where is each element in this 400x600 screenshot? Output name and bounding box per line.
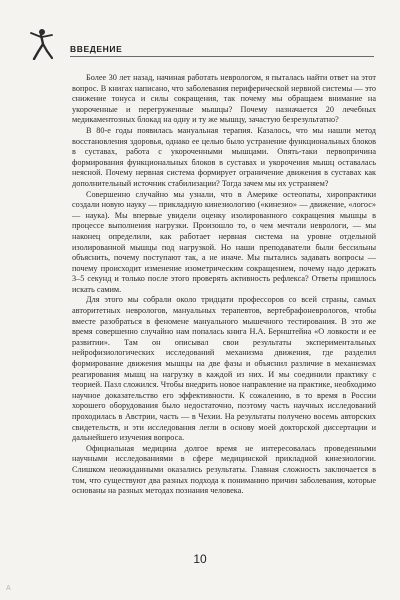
paragraph: Для этого мы собрали около тридцати профессоров со всей страны, самых авторитетных неврологов, мануальных терапевтов, вертебрафоневрологов, чтобы вместе разобраться в феномене мануального мышечного тестирования. В это же время совершенно случайно нам попалась книга Н.А. Бернштейна «О ловкости и ее развитии». Там он описывал свои результаты экспериментальных нейрофизиологических исследований механизма движения, где разделил формирование движения мышцы на две фазы и объяснил различие в механизмах реагирования мышц на нагрузку в каждой из них. И мы соединили практику с теорией. Пазл сложился. Чтобы внедрить новое направление на практике, необходимо научное доказательство его эффективности. К сожалению, в то время в России хорошего оборудования было недостаточно, поэтому часть научных исследований проходилась в Австрии, часть — в Чехии. На результаты получено восемь авторских свидетельств, и эти исследования легли в основу моей докторской диссертации и дальнейшего изучения вопроса. xyxy=(72,295,376,443)
header-divider xyxy=(70,56,374,57)
page-number: 10 xyxy=(193,552,207,566)
body-text xyxy=(72,73,376,497)
section-title: ВВЕДЕНИЕ xyxy=(70,44,123,54)
gymnast-silhouette-icon xyxy=(28,28,54,60)
paragraph: Более 30 лет назад, начиная работать неврологом, я пыталась найти ответ на этот вопрос. В книгах написано, что заболевания периферической нервной системы — это снижение тонуса и силы сокращения, так почему мы обращаем внимание на укороченные и перегруженные мышцы? Почему назначается 20 лечебных медикаментозных блокад на одну и ту же мышцу, зачастую безрезультатно? xyxy=(72,73,376,125)
paragraph: В 80-е годы появилась мануальная терапия. Казалось, что мы нашли метод восстановления здоровья, однако ее целью было устранение функциональных блоков в суставах, работа с укороченными мышцами. Опять-таки первопричина формирования функциональных блоков в суставах и укорочения мышц оставалась неясной. Почему нервная система формирует ограничение движения в суставах как дополнительный источник стабилизации? Тогда зачем мы их устраняем? xyxy=(72,125,376,188)
paragraph: Официальная медицина долгое время не интересовалась проведенными научными исследованиями в сфере медицинской прикладной кинезиологии. Слишком неожиданными оказались результаты. Главная сложность заключается в том, что существуют два разных подхода к пониманию причин заболевания, которые основаны на разных методах познания человека. xyxy=(72,443,376,496)
paragraph: Совершенно случайно мы узнали, что в Америке остеопаты, хиропрактики создали новую науку — прикладную кинезиологию («кинезио» — движение, «логос» — наука). Мы впервые увидели оценку изолированного сокращения мышцы в процессе выполнения нагрузки. Произошло то, о чем мечтали неврологи, — мы наконец определили, как работает нервная система на уровне отдельной изолированной мышцы под нагрузкой. Но наши преподаватели были бессильны объяснить, почему поступают так, а не иначе. Мы пытались задавать вопросы — почему происходит изменение изометрическим сокращением, почему надо держать 3–5 секунд и только после этого проверять активность рефлекса? Ответы пришлось искать самим. xyxy=(72,189,376,294)
corner-mark: А xyxy=(6,585,11,592)
